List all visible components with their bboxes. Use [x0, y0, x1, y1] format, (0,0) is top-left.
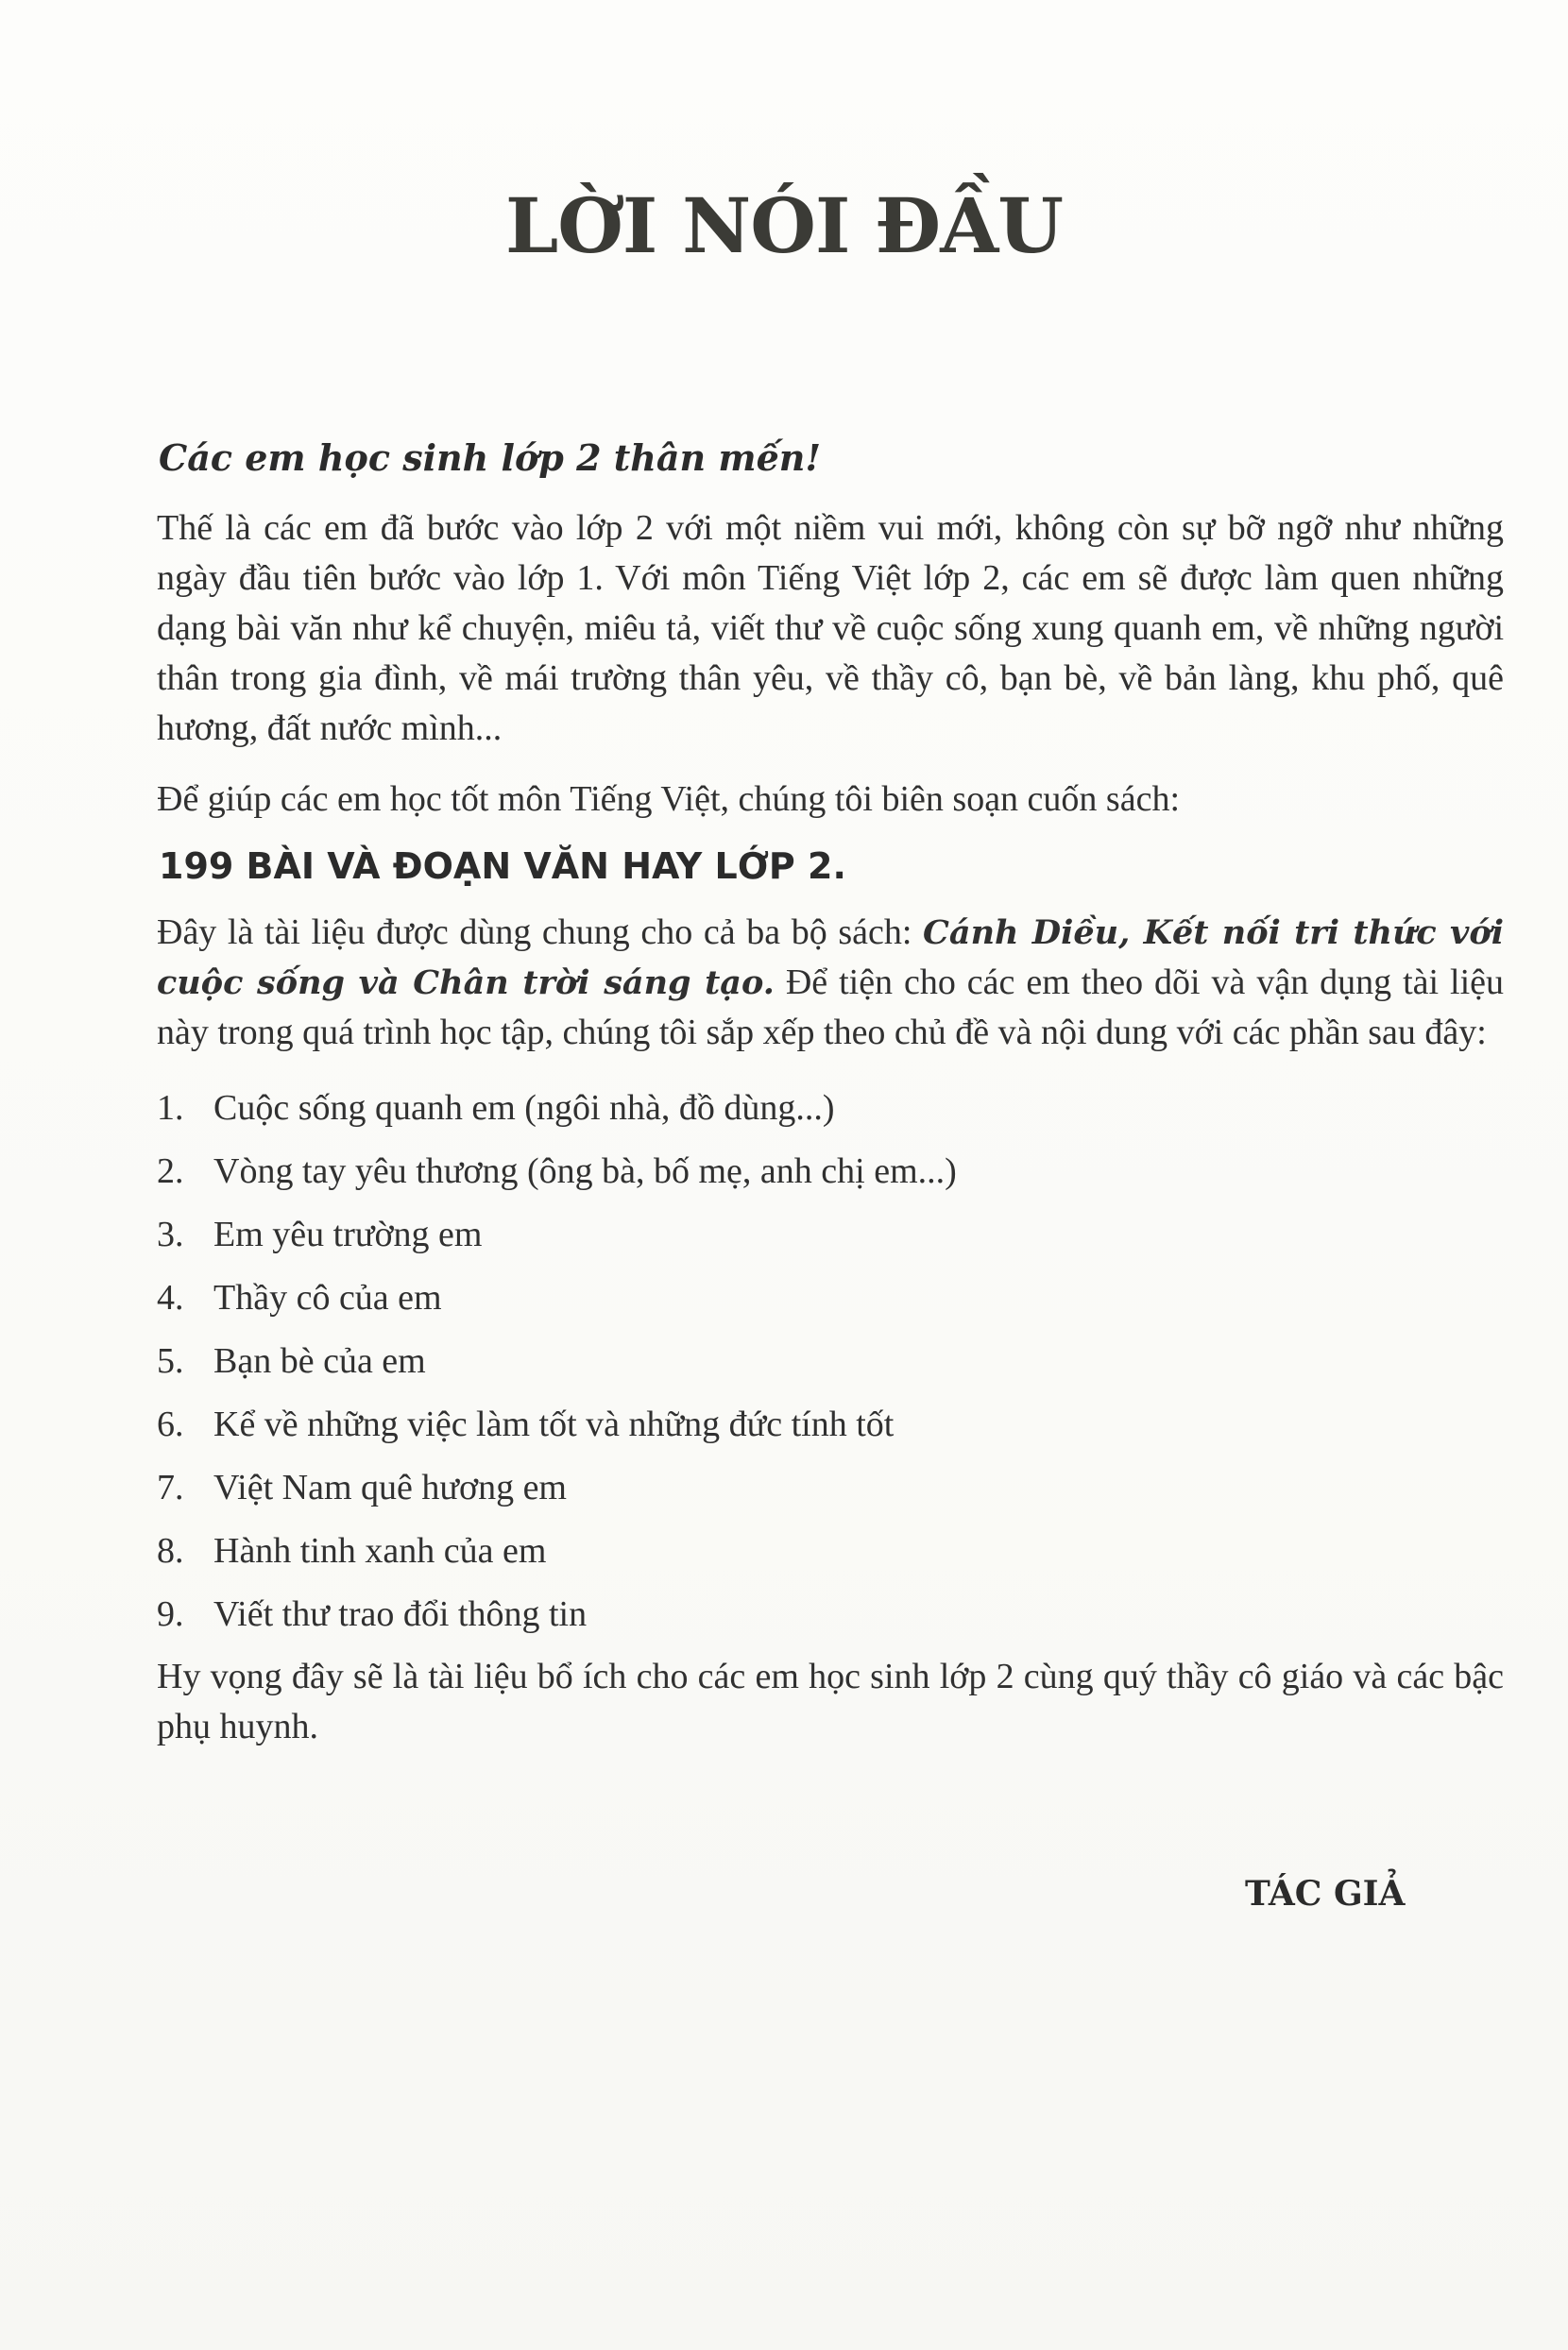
- list-item-number: 6.: [157, 1405, 184, 1444]
- list-item-text: Em yêu trường em: [213, 1215, 483, 1254]
- paragraph-purpose: Để giúp các em học tốt môn Tiếng Việt, chúng tôi biên soạn cuốn sách:: [157, 779, 1180, 819]
- list-item: [157, 1077, 1504, 1140]
- paragraph-closing: Hy vọng đây sẽ là tài liệu bổ ích cho các em học sinh lớp 2 cùng quý thầy cô giáo và các bậc phụ huynh.: [157, 1657, 1504, 1746]
- list-item-text: Việt Nam quê hương em: [213, 1468, 567, 1507]
- list-item-text: Cuộc sống quanh em (ngôi nhà, đồ dùng...): [213, 1088, 835, 1128]
- list-item: [157, 1330, 1504, 1393]
- list-item: [157, 1520, 1504, 1583]
- book-title: 199 BÀI VÀ ĐOẠN VĂN HAY LỚP 2.: [159, 845, 846, 887]
- greeting: Các em học sinh lớp 2 thân mến!: [159, 436, 822, 479]
- topic-list: [157, 1077, 1504, 1646]
- list-item-number: 4.: [157, 1278, 184, 1318]
- paragraph-intro: Thế là các em đã bước vào lớp 2 với một niềm vui mới, không còn sự bỡ ngỡ như những ngày đầu tiên bước vào lớp 1. Với môn Tiếng Việt lớp 2, các em sẽ được làm quen những dạng bài văn như kể chuyện, miêu tả, viết thư về cuộc sống xung quanh em, về những người thân trong gia đình, về mái trường thân yêu, về thầy cô, bạn bè, về bản làng, khu phố, quê hương, đất nước mình...: [157, 508, 1504, 748]
- list-item: [157, 1140, 1504, 1203]
- preface-content: [157, 436, 1504, 1752]
- list-item: [157, 1267, 1504, 1330]
- page-title: LỜI NÓI ĐẦU: [504, 181, 1064, 270]
- list-item-text: Bạn bè của em: [213, 1341, 426, 1381]
- author-signature: TÁC GIẢ: [1245, 1874, 1406, 1914]
- list-item-text: Viết thư trao đổi thông tin: [213, 1594, 588, 1634]
- list-item-number: 2.: [157, 1151, 184, 1191]
- paragraph-description-rest: Để tiện cho các em theo dõi và vận dụng tài liệu này trong quá trình học tập, chúng tôi sắp xếp theo chủ đề và nội dung với các phần sau đây:: [157, 962, 1505, 1052]
- list-item-number: 9.: [157, 1594, 184, 1634]
- list-item-text: Kể về những việc làm tốt và những đức tính tốt: [213, 1405, 895, 1444]
- list-item-number: 5.: [157, 1341, 184, 1381]
- list-item-number: 7.: [157, 1468, 184, 1507]
- list-item: [157, 1203, 1504, 1267]
- list-item-text: Thầy cô của em: [213, 1278, 442, 1318]
- paragraph-description: [157, 908, 1504, 1058]
- paragraph-description-lead: Đây là tài liệu được dùng chung cho cả ba bộ sách:: [157, 912, 924, 952]
- list-item: [157, 1456, 1504, 1520]
- list-item-text: Hành tinh xanh của em: [213, 1531, 547, 1571]
- list-item-text: Vòng tay yêu thương (ông bà, bố mẹ, anh chị em...): [213, 1151, 957, 1191]
- list-item: [157, 1583, 1504, 1646]
- list-item: [157, 1393, 1504, 1456]
- list-item-number: 8.: [157, 1531, 184, 1571]
- list-item-number: 3.: [157, 1215, 184, 1254]
- list-item-number: 1.: [157, 1088, 184, 1128]
- book-series-names: Cánh Diều, Kết nối tri thức với cuộc sống và Chân trời sáng tạo.: [157, 913, 1504, 1002]
